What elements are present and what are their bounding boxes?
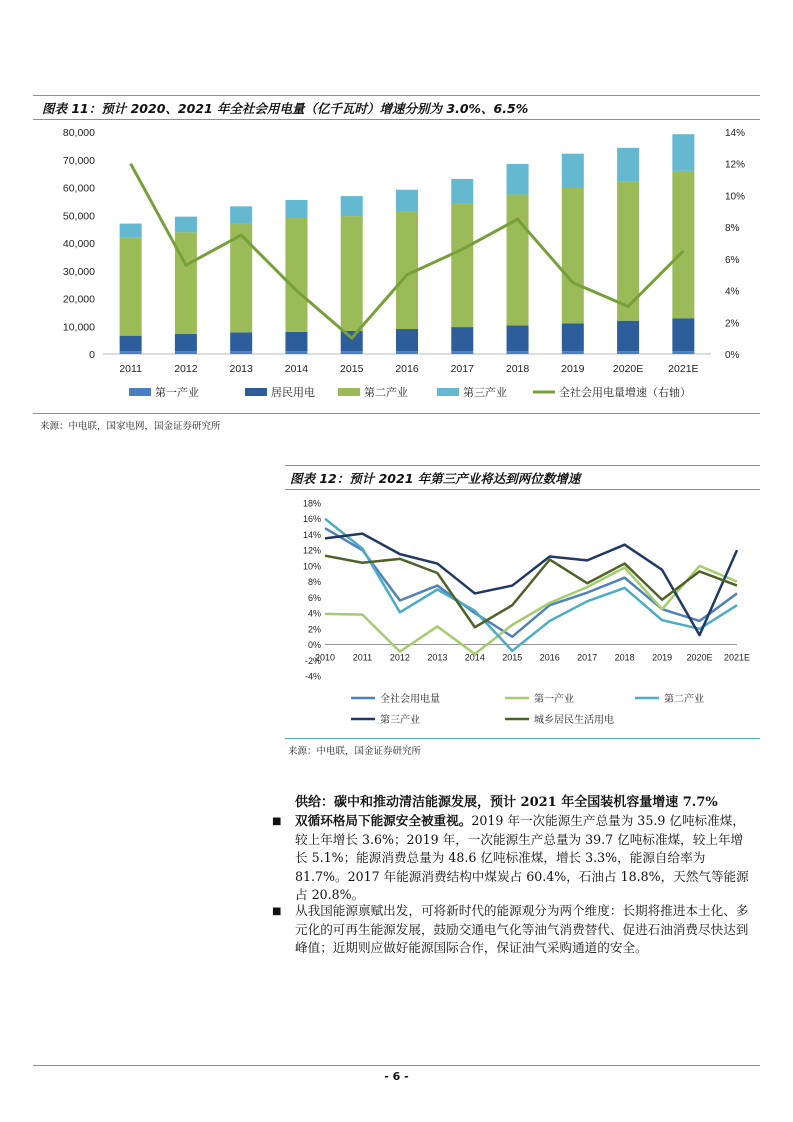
bar-segment — [120, 351, 142, 354]
y-tick-label: -2% — [304, 655, 321, 666]
figure12-bottom-rule — [285, 738, 760, 739]
bar-segment — [672, 134, 694, 171]
footer-rule — [33, 1065, 760, 1066]
x-tick-label: 2019 — [561, 363, 585, 375]
y-tick-label: 14% — [302, 529, 321, 540]
x-tick-label: 2015 — [502, 652, 523, 663]
y-tick-label: 50,000 — [62, 210, 95, 223]
bar-segment — [562, 323, 584, 351]
bar-segment — [451, 327, 473, 351]
bar-segment — [341, 351, 363, 354]
bullet-marker: ■ — [272, 906, 282, 917]
bullet-marker: ■ — [272, 816, 282, 827]
y-tick-label: 4% — [307, 608, 321, 619]
x-tick-label: 2021E — [723, 652, 751, 663]
x-tick-label: 2021E — [668, 363, 699, 375]
bar-segment — [175, 334, 197, 351]
x-tick-label: 2016 — [539, 652, 560, 663]
y-tick-label: -4% — [304, 671, 321, 682]
y-tick-label: 6% — [307, 592, 321, 603]
y2-tick-label: 2% — [725, 318, 740, 330]
x-tick-label: 2016 — [395, 363, 419, 375]
figure11-title: 图表 11：预计 2020、2021 年全社会用电量（亿千瓦时）增速分别为 3.0%、6.5% — [42, 101, 529, 116]
y-tick-label: 2% — [307, 624, 321, 635]
y2-tick-label: 14% — [725, 128, 746, 139]
y-tick-label: 0 — [89, 349, 95, 361]
bar-segment — [175, 217, 197, 233]
figure12-title: 图表 12：预计 2021 年第三产业将达到两位数增速 — [290, 471, 581, 486]
bar-segment — [451, 179, 473, 204]
figure11-top-rule — [33, 95, 760, 96]
figure11-bottom-rule — [33, 413, 760, 414]
legend-label: 城乡居民生活用电 — [534, 715, 614, 726]
bar-segment — [341, 196, 363, 216]
y2-tick-label: 8% — [725, 223, 740, 235]
bar-segment — [507, 325, 529, 351]
y2-tick-label: 10% — [725, 191, 746, 203]
legend-label: 第三产业 — [463, 387, 507, 399]
y-tick-label: 18% — [302, 498, 321, 509]
bar-segment — [451, 204, 473, 327]
y2-tick-label: 4% — [725, 286, 740, 298]
legend-swatch — [245, 388, 267, 396]
x-tick-label: 2015 — [340, 363, 364, 375]
bar-segment — [285, 351, 307, 354]
y-tick-label: 30,000 — [62, 265, 95, 278]
x-tick-label: 2013 — [427, 652, 448, 663]
y-tick-label: 40,000 — [62, 238, 95, 250]
y2-tick-label: 0% — [725, 350, 740, 361]
figure12-source: 来源：中电联，国金证券研究所 — [288, 746, 422, 757]
bullet2-text: 从我国能源禀赋出发，可将新时代的能源观分为两个维度：长期将推进本土化、多元化的可再生能源发展，鼓励交通电气化等油气消费替代、促进石油消费尽快达到峰值；近期则应做好能源国际合作，保证油气采购通道的安全。 — [295, 903, 749, 955]
y-tick-label: 10,000 — [62, 321, 95, 334]
x-tick-label: 2018 — [614, 652, 635, 663]
legend-label: 第一产业 — [534, 694, 574, 705]
y-tick-label: 10% — [302, 561, 321, 572]
figure11-source: 来源：中电联，国家电网，国金证券研究所 — [40, 421, 221, 432]
bar-segment — [562, 351, 584, 354]
y2-tick-label: 6% — [725, 254, 740, 266]
figure11-chart — [33, 122, 760, 412]
bar-segment — [285, 332, 307, 351]
legend-label: 全社会用电量 — [380, 694, 440, 705]
legend-label: 第二产业 — [664, 694, 704, 705]
x-tick-label: 2017 — [450, 363, 474, 375]
bullet2-paragraph — [295, 902, 753, 958]
bar-segment — [396, 190, 418, 212]
legend-swatch — [129, 388, 151, 396]
x-tick-label: 2014 — [464, 652, 485, 663]
y-tick-label: 70,000 — [62, 154, 95, 167]
bar-segment — [285, 218, 307, 332]
x-tick-label: 2020E — [612, 363, 644, 375]
bar-segment — [672, 351, 694, 354]
bar-segment — [175, 232, 197, 334]
bullet1-paragraph — [295, 812, 753, 905]
x-tick-label: 2013 — [229, 363, 253, 375]
bar-segment — [230, 332, 252, 351]
x-tick-label: 2011 — [119, 363, 142, 375]
figure12-top-rule — [285, 465, 760, 466]
figure11-title-rule — [33, 119, 760, 120]
y-tick-label: 80,000 — [62, 127, 95, 139]
legend-label: 第一产业 — [155, 387, 199, 399]
bar-segment — [507, 351, 529, 354]
bar-segment — [120, 238, 142, 336]
bullet1-lead: 双循环格局下能源安全被重视。 — [295, 813, 472, 828]
y-tick-label: 8% — [307, 577, 321, 588]
legend-label: 第二产业 — [364, 387, 408, 399]
y-tick-label: 60,000 — [62, 182, 95, 195]
legend-swatch — [338, 388, 360, 396]
legend-label: 全社会用电量增速（右轴） — [559, 387, 691, 399]
bar-segment — [451, 351, 473, 354]
x-tick-label: 2017 — [577, 652, 598, 663]
legend-label: 居民用电 — [271, 387, 315, 399]
y-tick-label: 12% — [302, 545, 321, 556]
bullet1-text: 2019 年一次能源生产总量为 35.9 亿吨标准煤，较上年增长 3.6%；2019 年，一次能源生产总量为 39.7 亿吨标准煤，较上年增长 5.1%；能源消费总量为 48.6 亿吨标准煤，增长 3.3%，能源自给率为 81.7%。2017 年能源消费结构中煤炭占 60.4%，石油占 18.8%，天然气等能源占 20.8%。 — [295, 813, 749, 902]
bar-segment — [672, 318, 694, 351]
bar-segment — [285, 200, 307, 218]
x-tick-label: 2011 — [352, 652, 373, 663]
bar-segment — [562, 154, 584, 188]
y-tick-label: 20,000 — [62, 293, 95, 306]
bar-segment — [617, 351, 639, 354]
x-tick-label: 2012 — [174, 363, 198, 375]
x-tick-label: 2012 — [389, 652, 410, 663]
bar-segment — [120, 336, 142, 352]
y2-tick-label: 12% — [725, 159, 746, 171]
bar-segment — [230, 351, 252, 354]
bar-segment — [617, 148, 639, 181]
x-tick-label: 2010 — [314, 652, 336, 663]
x-tick-label: 2018 — [505, 363, 530, 375]
series-line — [325, 566, 737, 654]
bar-segment — [341, 216, 363, 331]
y-tick-label: 0% — [307, 640, 321, 651]
figure12-chart — [285, 492, 760, 737]
bar-segment — [562, 188, 584, 324]
bar-segment — [175, 351, 197, 354]
figure12-title-rule — [285, 489, 760, 490]
bar-segment — [230, 206, 252, 223]
bar-segment — [396, 351, 418, 354]
bar-segment — [507, 194, 529, 325]
bar-segment — [617, 321, 639, 352]
bar-segment — [672, 171, 694, 319]
x-tick-label: 2020E — [686, 652, 713, 663]
bar-segment — [507, 164, 529, 195]
y-tick-label: 16% — [302, 514, 321, 525]
bar-segment — [341, 331, 363, 351]
x-tick-label: 2019 — [652, 652, 673, 663]
section-heading: 供给：碳中和推动清洁能源发展，预计 2021 年全国装机容量增速 7.7% — [295, 795, 718, 810]
legend-label: 第三产业 — [380, 715, 420, 726]
page-number: - 6 - — [384, 1070, 409, 1083]
x-tick-label: 2014 — [284, 363, 309, 375]
bar-segment — [396, 329, 418, 351]
bar-segment — [120, 224, 142, 238]
legend-swatch — [437, 388, 459, 396]
